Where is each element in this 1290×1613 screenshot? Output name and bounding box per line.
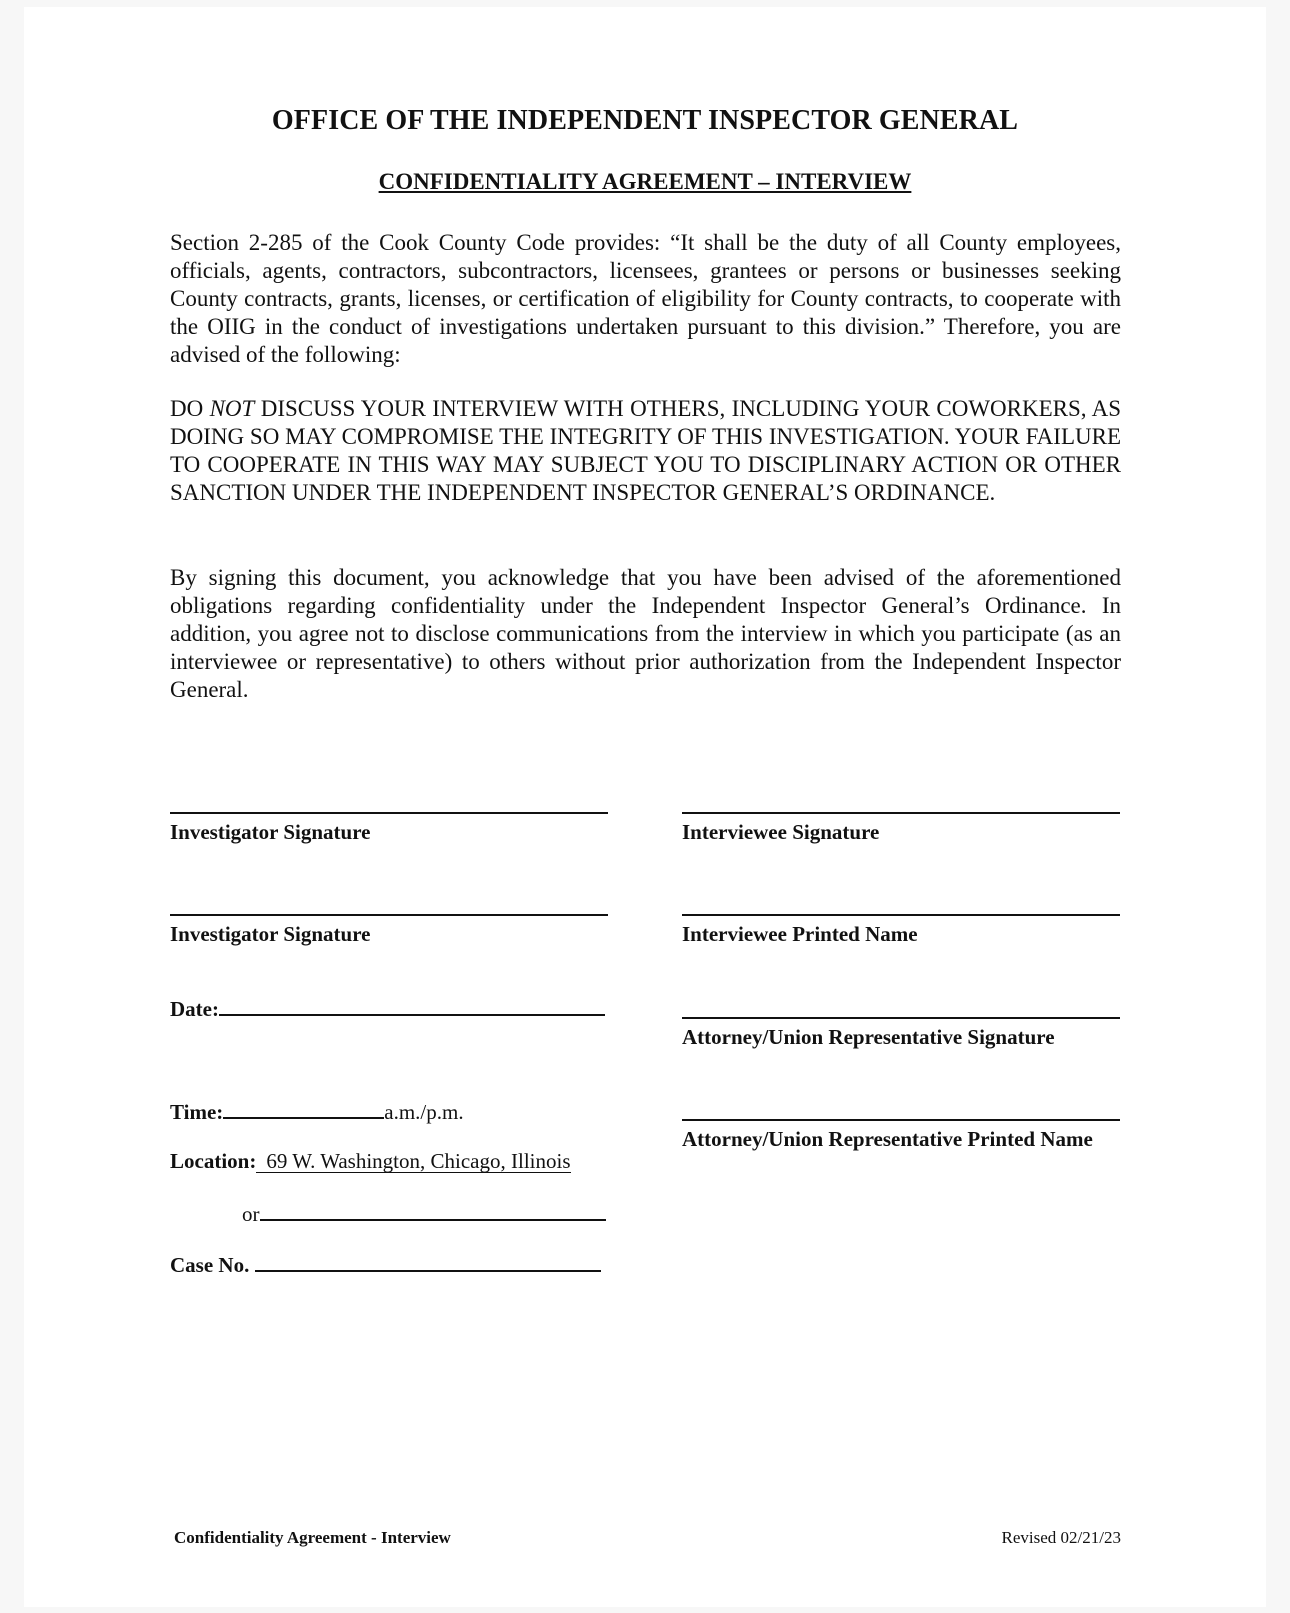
attorney-printed-name-label: Attorney/Union Representative Printed Name (682, 1127, 1093, 1151)
document-title: OFFICE OF THE INDEPENDENT INSPECTOR GENERAL (271, 105, 1019, 136)
attorney-signature-label: Attorney/Union Representative Signature (682, 1025, 1055, 1049)
location-field (170, 1148, 571, 1174)
investigator-signature-label-2: Investigator Signature (170, 922, 371, 946)
or-label: or (242, 1202, 260, 1226)
time-label: Time: (170, 1100, 224, 1124)
interviewee-printed-name-label: Interviewee Printed Name (682, 922, 918, 946)
date-input[interactable] (219, 994, 605, 1016)
location-value[interactable]: 69 W. Washington, Chicago, Illinois (256, 1150, 570, 1173)
document-subtitle: CONFIDENTIALITY AGREEMENT – INTERVIEW (378, 169, 912, 194)
location-label: Location: (170, 1149, 257, 1173)
alt-location-input[interactable] (260, 1199, 606, 1221)
investigator-signature-label-1: Investigator Signature (170, 820, 371, 844)
or-field (242, 1199, 606, 1227)
paragraph-code-section: Section 2-285 of the Cook County Code provides: “It shall be the duty of all County employees, officials, agents, contractors, subcontractors, licensees, grantees or persons or businesses seeking County contracts, grants, licenses, or certification of eligibility for County contracts, to cooperate with the OIIG in the conduct of investigations undertaken pursuant to this division.” Therefore, you are advised of the following: (170, 230, 1121, 367)
attorney-signature-line[interactable] (682, 1017, 1120, 1050)
paragraph-warning (170, 395, 1121, 507)
interviewee-signature-line[interactable] (682, 812, 1120, 845)
attorney-printed-name-line[interactable] (682, 1119, 1120, 1152)
interviewee-printed-name-line[interactable] (682, 914, 1120, 947)
interviewee-signature-label: Interviewee Signature (682, 820, 880, 844)
case-number-input[interactable] (255, 1250, 601, 1272)
case-number-label: Case No. (170, 1253, 250, 1277)
date-field (170, 994, 605, 1022)
time-suffix: a.m./p.m. (384, 1100, 464, 1124)
time-field (170, 1097, 464, 1125)
case-number-field (170, 1250, 601, 1278)
warning-rest: DISCUSS YOUR INTERVIEW WITH OTHERS, INCLUDING YOUR COWORKERS, AS DOING SO MAY COMPROMISE THE INTEGRITY OF THIS INVESTIGATION. YOUR FAILURE TO COOPERATE IN THIS WAY MAY SUBJECT YOU TO DISCIPLINARY ACTION OR OTHER SANCTION UNDER THE INDEPENDENT INSPECTOR GENERAL’S ORDINANCE. (170, 396, 1122, 505)
investigator-signature-line-2[interactable] (170, 914, 608, 947)
document-page (24, 7, 1266, 1607)
warning-do: DO (170, 396, 204, 421)
investigator-signature-line-1[interactable] (170, 812, 608, 845)
warning-not: NOT (209, 396, 255, 421)
time-input[interactable] (223, 1097, 384, 1119)
footer-document-name: Confidentiality Agreement - Interview (174, 1528, 451, 1547)
footer-revision-date: Revised 02/21/23 (1001, 1528, 1121, 1547)
date-label: Date: (170, 997, 219, 1021)
paragraph-acknowledgement: By signing this document, you acknowledge that you have been advised of the aforementioned obligations regarding confidentiality under the Independent Inspector General’s Ordinance. In addition, you agree not to disclose communications from the interview in which you participate (as an interviewee or representative) to others without prior authorization from the Independent Inspector General. (170, 565, 1121, 702)
